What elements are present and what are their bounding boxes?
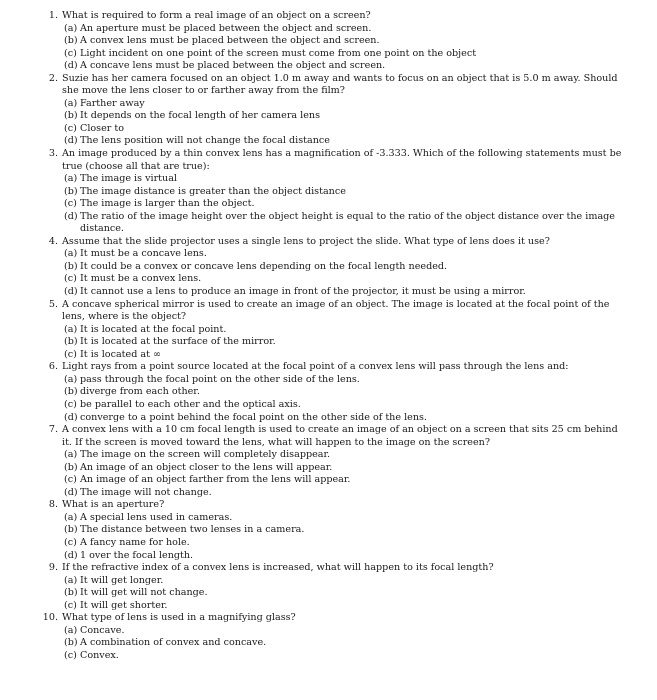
option-text: 1 over the focal length. — [80, 549, 194, 561]
question-number: 8. — [48, 499, 58, 511]
question-3 — [48, 148, 622, 236]
option-c — [62, 650, 622, 663]
option-c — [62, 399, 622, 412]
option-b — [62, 186, 622, 199]
option-text: It could be a convex or concave lens depending on the focal length needed. — [80, 260, 448, 272]
option-label: (d) — [64, 286, 78, 298]
question-text: Suzie has her camera focused on an object 1.0 m away and wants to focus on an object that is 5.0 m away. Should she move the lens closer to or farther away from the film? — [62, 72, 618, 97]
option-c — [62, 273, 622, 286]
question-10 — [42, 612, 622, 662]
option-label: (b) — [64, 260, 78, 272]
option-a — [62, 173, 622, 186]
question-number: 7. — [48, 424, 58, 436]
option-text: It is located at ∞ — [80, 348, 162, 360]
option-d — [62, 211, 622, 236]
option-text: Concave. — [80, 624, 125, 636]
option-a — [62, 449, 622, 462]
option-text: It will get will not change. — [80, 587, 208, 599]
question-7 — [48, 424, 622, 499]
option-text: A concave lens must be placed between the object and screen. — [80, 60, 386, 72]
question-6 — [48, 361, 622, 424]
option-d — [62, 412, 622, 425]
question-text: What is an aperture? — [62, 499, 165, 511]
option-label: (c) — [64, 398, 77, 410]
question-text: A convex lens with a 10 cm focal length is used to create an image of an object on a screen that sits 25 cm behind it. If the screen is moved toward the lens, what will happen to the image on the screen? — [62, 424, 618, 448]
question-text: Assume that the slide projector uses a single lens to project the slide. What type of lens does it use? — [62, 235, 550, 247]
question-number: 10. — [42, 612, 58, 624]
option-text: It will get shorter. — [80, 599, 168, 611]
option-text: The lens position will not change the focal distance — [80, 135, 330, 147]
option-label: (d) — [64, 411, 78, 423]
question-number: 6. — [48, 361, 58, 373]
option-label: (a) — [64, 574, 78, 586]
option-label: (b) — [64, 110, 78, 122]
question-number: 2. — [48, 72, 58, 84]
option-text: It must be a convex lens. — [80, 273, 202, 285]
option-text: The image is larger than the object. — [80, 198, 255, 210]
option-label: (c) — [64, 273, 77, 285]
option-a — [62, 248, 622, 261]
option-text: It is located at the surface of the mirror. — [80, 336, 276, 348]
option-a — [62, 512, 622, 525]
option-label: (a) — [64, 173, 78, 185]
option-label: (a) — [64, 373, 78, 385]
option-b — [62, 336, 622, 349]
option-label: (a) — [64, 97, 78, 109]
question-number: 3. — [48, 148, 58, 160]
option-b — [62, 637, 622, 650]
option-label: (d) — [64, 549, 78, 561]
option-b — [62, 386, 622, 399]
option-label: (c) — [64, 198, 77, 210]
option-c — [62, 474, 622, 487]
option-d — [62, 550, 622, 563]
option-text: The image on the screen will completely disappear. — [80, 449, 331, 461]
question-4 — [48, 235, 622, 299]
question-text: If the refractive index of a convex lens is increased, what will happen to its focal length? — [62, 562, 494, 574]
option-label: (c) — [64, 536, 77, 548]
option-d — [62, 286, 622, 299]
option-label: (a) — [64, 248, 78, 260]
option-text: A convex lens must be placed between the object and screen. — [80, 35, 380, 47]
option-label: (b) — [64, 185, 78, 197]
option-c — [62, 198, 622, 211]
option-a — [62, 625, 622, 638]
option-text: converge to a point behind the focal point on the other side of the lens. — [80, 411, 427, 423]
question-number: 4. — [48, 235, 58, 247]
question-text: Light rays from a point source located at the focal point of a convex lens will pass through the lens and: — [62, 361, 569, 373]
option-text: The image is virtual — [80, 173, 177, 185]
option-text: The image will not change. — [80, 486, 212, 498]
option-text: Light incident on one point of the screen must come from one point on the object — [80, 47, 477, 59]
option-b — [62, 261, 622, 274]
option-text: Convex. — [80, 649, 119, 661]
question-2 — [48, 72, 622, 148]
option-text: The image distance is greater than the object distance — [80, 185, 346, 197]
option-label: (a) — [64, 323, 78, 335]
question-text: What type of lens is used in a magnifying glass? — [62, 612, 296, 624]
option-b — [62, 110, 622, 123]
option-d — [62, 60, 622, 73]
option-label: (c) — [64, 649, 77, 661]
option-a — [62, 98, 622, 111]
option-d — [62, 135, 622, 148]
option-a — [62, 324, 622, 337]
option-label: (b) — [64, 386, 78, 398]
question-number: 1. — [48, 10, 58, 21]
option-text: It is located at the focal point. — [80, 323, 227, 335]
option-label: (b) — [64, 336, 78, 348]
option-c — [62, 349, 622, 362]
option-text: Farther away — [80, 97, 145, 109]
question-number: 9. — [48, 562, 58, 574]
option-label: (c) — [64, 474, 77, 486]
option-label: (c) — [64, 348, 77, 360]
option-text: An image of an object closer to the lens will appear. — [80, 461, 333, 473]
option-c — [62, 600, 622, 613]
question-8 — [48, 499, 622, 562]
option-text: An aperture must be placed between the object and screen. — [80, 22, 372, 34]
option-a — [62, 23, 622, 36]
option-text: A fancy name for hole. — [80, 536, 190, 548]
option-text: It depends on the focal length of her camera lens — [80, 110, 321, 122]
option-text: The distance between two lenses in a camera. — [80, 524, 305, 536]
option-label: (a) — [64, 511, 78, 523]
option-a — [62, 575, 622, 588]
option-text: It must be a concave lens. — [80, 248, 207, 260]
option-label: (d) — [64, 210, 78, 222]
question-1 — [48, 10, 622, 73]
option-text: A special lens used in cameras. — [80, 511, 233, 523]
option-d — [62, 487, 622, 500]
option-text: The ratio of the image height over the object height is equal to the ratio of the object distance over the image distance. — [80, 210, 615, 235]
option-b — [62, 462, 622, 475]
option-label: (a) — [64, 624, 78, 636]
question-text: What is required to form a real image of an object on a screen? — [62, 10, 371, 21]
option-label: (d) — [64, 486, 78, 498]
question-number: 5. — [48, 298, 58, 310]
option-text: pass through the focal point on the other side of the lens. — [80, 373, 360, 385]
option-b — [62, 524, 622, 537]
option-label: (b) — [64, 637, 78, 649]
option-label: (b) — [64, 35, 78, 47]
option-text: An image of an object farther from the lens will appear. — [80, 474, 351, 486]
option-text: It cannot use a lens to produce an image in front of the projector, it must be using a mirror. — [80, 286, 526, 298]
option-text: It will get longer. — [80, 574, 164, 586]
option-text: be parallel to each other and the optical axis. — [80, 398, 301, 410]
option-b — [62, 35, 622, 48]
option-label: (b) — [64, 461, 78, 473]
option-label: (b) — [64, 524, 78, 536]
option-label: (a) — [64, 22, 78, 34]
option-a — [62, 374, 622, 387]
option-label: (c) — [64, 122, 77, 134]
question-5 — [48, 298, 622, 362]
option-text: diverge from each other. — [80, 386, 200, 398]
option-text: A combination of convex and concave. — [80, 637, 267, 649]
option-label: (b) — [64, 587, 78, 599]
option-label: (d) — [64, 135, 78, 147]
question-9 — [48, 562, 622, 612]
option-c — [62, 123, 622, 136]
option-label: (a) — [64, 449, 78, 461]
option-label: (c) — [64, 599, 77, 611]
question-text: An image produced by a thin convex lens has a magnification of -3.333. Which of the following statements must be true (choose all that are true): — [62, 148, 622, 172]
option-label: (d) — [64, 60, 78, 72]
option-c — [62, 48, 622, 61]
question-text: A concave spherical mirror is used to create an image of an object. The image is located at the focal point of the lens, where is the object? — [62, 298, 610, 323]
option-text: Closer to — [80, 122, 125, 134]
option-label: (c) — [64, 47, 77, 59]
option-c — [62, 537, 622, 550]
option-b — [62, 587, 622, 600]
